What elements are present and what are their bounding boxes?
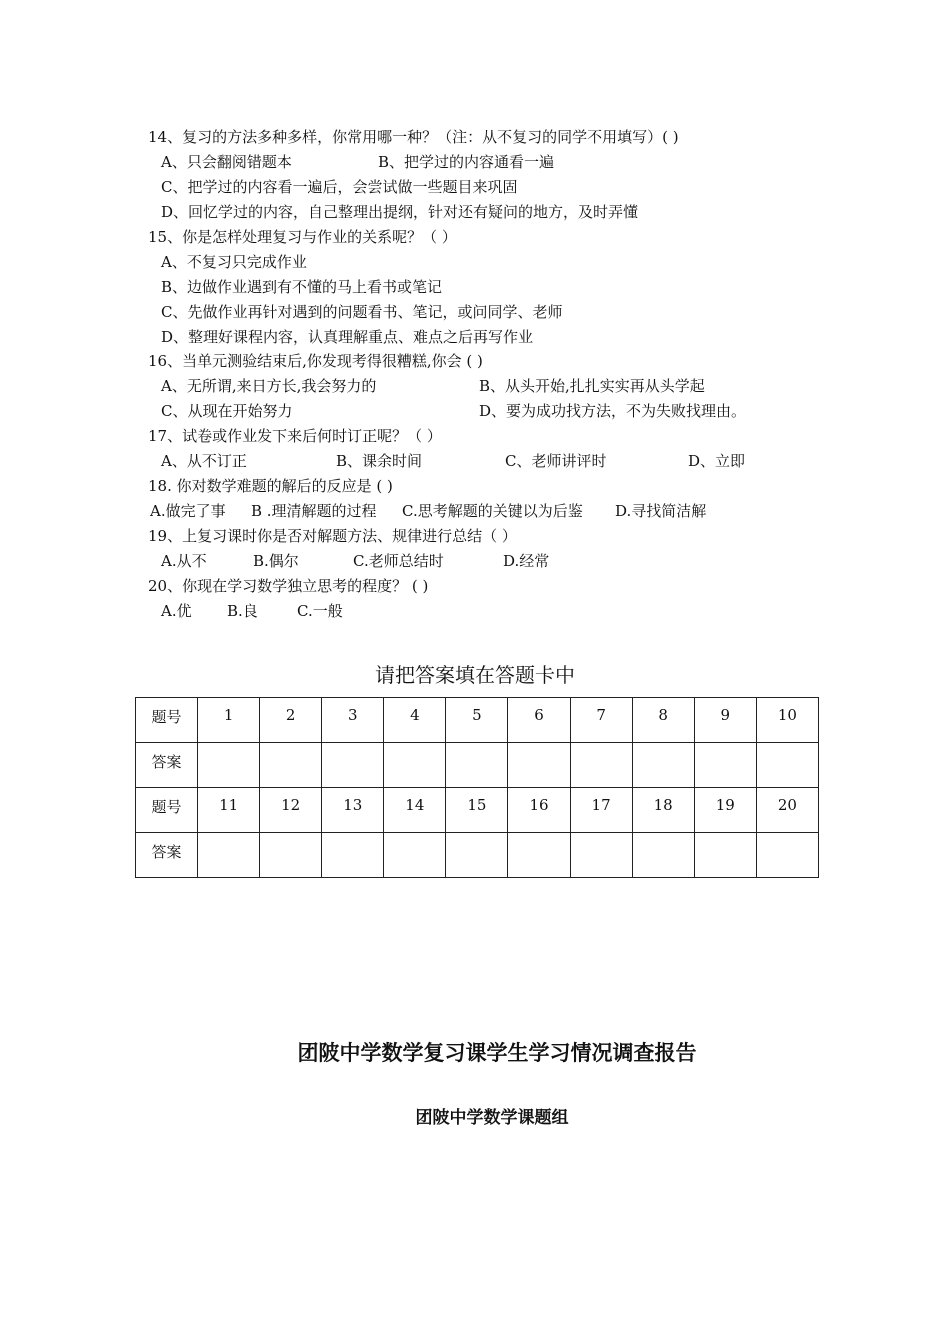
question-number: 20: [756, 788, 818, 833]
q14-option-a: A、只会翻阅错题本: [161, 153, 292, 171]
answer-cell[interactable]: [632, 833, 694, 878]
number-label: 题号: [136, 788, 198, 833]
answer-cell[interactable]: [632, 743, 694, 788]
q19-option-d: D.经常: [503, 552, 550, 570]
q18-option-c: C.思考解题的关键以为后鉴: [402, 502, 583, 520]
report-subtitle: 团陂中学数学课题组: [415, 1108, 569, 1128]
question-number: 3: [322, 698, 384, 743]
q18-option-b: B .理清解题的过程: [251, 502, 377, 520]
question-number: 17: [570, 788, 632, 833]
answer-cell[interactable]: [694, 743, 756, 788]
q14-option-d: D、回忆学过的内容，自己整理出提纲，针对还有疑问的地方，及时弄懂: [161, 203, 639, 221]
q16-option-b: B、从头开始,扎扎实实再从头学起: [479, 377, 705, 395]
question-number: 8: [632, 698, 694, 743]
answer-cell[interactable]: [508, 743, 570, 788]
answer-cell[interactable]: [756, 833, 818, 878]
q17-option-b: B、课余时间: [336, 452, 423, 470]
q20-stem: 20、你现在学习数学独立思考的程度？ ( ): [148, 577, 429, 595]
answer-cell[interactable]: [260, 833, 322, 878]
q16-stem: 16、当单元测验结束后,你发现考得很糟糕,你会 ( ): [148, 352, 483, 370]
q18-option-d: D.寻找简洁解: [615, 502, 707, 520]
q19-stem: 19、上复习课时你是否对解题方法、规律进行总结（ ）: [148, 527, 517, 545]
question-number: 18: [632, 788, 694, 833]
report-title: 团陂中学数学复习课学生学习情况调查报告: [297, 1041, 697, 1065]
q18-stem: 18. 你对数学难题的解后的反应是 ( ): [148, 477, 393, 495]
question-number: 11: [198, 788, 260, 833]
number-row-1: [136, 698, 819, 743]
answer-label: 答案: [136, 833, 198, 878]
answer-cell[interactable]: [694, 833, 756, 878]
question-number: 5: [446, 698, 508, 743]
q15-option-d: D、整理好课程内容，认真理解重点、难点之后再写作业: [161, 328, 534, 346]
q19-option-a: A.从不: [161, 552, 207, 570]
answer-cell[interactable]: [446, 743, 508, 788]
q15-stem: 15、你是怎样处理复习与作业的关系呢？（ ）: [148, 228, 457, 246]
q19-option-c: C.老师总结时: [353, 552, 444, 570]
answer-sheet-title: 请把答案填在答题卡中: [375, 663, 575, 687]
q14-option-c: C、把学过的内容看一遍后，会尝试做一些题目来巩固: [161, 178, 518, 196]
answer-cell[interactable]: [756, 743, 818, 788]
answer-row-2: [136, 833, 819, 878]
question-number: 1: [198, 698, 260, 743]
q15-option-c: C、先做作业再针对遇到的问题看书、笔记，或问同学、老师: [161, 303, 563, 321]
answer-cell[interactable]: [260, 743, 322, 788]
q15-option-b: B、边做作业遇到有不懂的马上看书或笔记: [161, 278, 443, 296]
question-number: 12: [260, 788, 322, 833]
answer-cell[interactable]: [570, 833, 632, 878]
q19-option-b: B.偶尔: [253, 552, 299, 570]
q17-stem: 17、试卷或作业发下来后何时订正呢？（ ）: [148, 427, 442, 445]
q14-stem: 14、复习的方法多种多样，你常用哪一种？（注：从不复习的同学不用填写）( ): [148, 128, 679, 146]
answer-cell[interactable]: [508, 833, 570, 878]
question-number: 4: [384, 698, 446, 743]
question-number: 19: [694, 788, 756, 833]
question-number: 9: [694, 698, 756, 743]
q16-option-c: C、从现在开始努力: [161, 402, 293, 420]
answer-row-1: [136, 743, 819, 788]
answer-cell[interactable]: [570, 743, 632, 788]
answer-cell[interactable]: [198, 743, 260, 788]
number-row-2: [136, 788, 819, 833]
question-number: 16: [508, 788, 570, 833]
answer-cell[interactable]: [322, 833, 384, 878]
question-number: 2: [260, 698, 322, 743]
answer-sheet-table: [135, 697, 819, 878]
q16-option-d: D、要为成功找方法，不为失败找理由。: [479, 402, 747, 420]
q20-option-b: B.良: [227, 602, 258, 620]
q15-option-a: A、不复习只完成作业: [161, 253, 307, 271]
q14-option-b: B、把学过的内容通看一遍: [378, 153, 555, 171]
question-number: 15: [446, 788, 508, 833]
answer-cell[interactable]: [384, 743, 446, 788]
q16-option-a: A、无所谓,来日方长,我会努力的: [161, 377, 377, 395]
answer-cell[interactable]: [322, 743, 384, 788]
answer-cell[interactable]: [446, 833, 508, 878]
answer-cell[interactable]: [384, 833, 446, 878]
question-number: 7: [570, 698, 632, 743]
q17-option-d: D、立即: [688, 452, 746, 470]
question-number: 13: [322, 788, 384, 833]
answer-cell[interactable]: [198, 833, 260, 878]
question-number: 10: [756, 698, 818, 743]
q20-option-a: A.优: [161, 602, 192, 620]
number-label: 题号: [136, 698, 198, 743]
question-number: 14: [384, 788, 446, 833]
q17-option-a: A、从不订正: [161, 452, 247, 470]
q17-option-c: C、老师讲评时: [505, 452, 607, 470]
q20-option-c: C.一般: [297, 602, 343, 620]
q18-option-a: A.做完了事: [150, 502, 226, 520]
question-number: 6: [508, 698, 570, 743]
answer-label: 答案: [136, 743, 198, 788]
